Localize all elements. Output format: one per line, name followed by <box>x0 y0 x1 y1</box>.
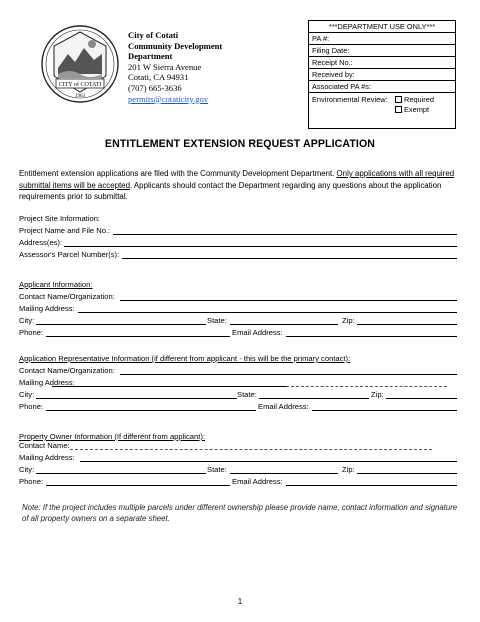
intro-part1: Entitlement extension applications are filed with the Community Development Department. <box>19 169 337 178</box>
applicant-email-label: Email Address: <box>232 328 283 337</box>
required-label: Required <box>404 95 434 104</box>
rep-zip-label: Zip: <box>371 390 384 399</box>
rep-contact-input[interactable] <box>120 374 457 375</box>
applicant-state-label: State: <box>207 316 227 325</box>
rep-city-label: City: <box>19 390 35 399</box>
address-label: Address(es): <box>19 238 63 247</box>
email-link[interactable]: permits@cotaticity.gov <box>128 93 209 104</box>
project-name-label: Project Name and File No.: <box>19 226 111 235</box>
rep-state-input[interactable] <box>259 398 369 399</box>
seal-text: CITY of COTATI <box>58 82 102 88</box>
applicant-email-input[interactable] <box>286 336 457 337</box>
owner-state-label: State: <box>207 465 227 474</box>
phone-number: (707) 665-3636 <box>128 82 182 93</box>
owner-phone-label: Phone: <box>19 477 44 486</box>
seal-year: 1963 <box>75 94 85 99</box>
rep-city-input[interactable] <box>36 398 237 399</box>
page-number: 1 <box>237 597 243 606</box>
env-review-row <box>309 93 455 129</box>
exempt-label: Exempt <box>404 105 430 114</box>
form-title: ENTITLEMENT EXTENSION REQUEST APPLICATION <box>104 138 376 150</box>
env-review-label: Environmental Review: <box>312 95 388 104</box>
owner-phone-input[interactable] <box>46 485 230 486</box>
department-use-box <box>308 20 456 129</box>
required-checkbox[interactable] <box>395 96 402 103</box>
owner-email-input[interactable] <box>286 485 457 486</box>
apn-label: Assessor's Parcel Number(s): <box>19 250 120 259</box>
dept-box-header: ***DEPARTMENT USE ONLY*** <box>309 21 455 33</box>
apn-input[interactable] <box>122 258 457 259</box>
owner-contact-input[interactable] <box>70 449 432 450</box>
rep-email-input[interactable] <box>312 410 457 411</box>
applicant-contact-input[interactable] <box>120 300 457 301</box>
applicant-phone-label: Phone: <box>19 328 44 337</box>
owner-contact-label: Contact Name: <box>19 441 70 450</box>
rep-mailing-label: Mailing Address: <box>19 378 75 387</box>
applicant-phone-input[interactable] <box>46 336 230 337</box>
applicant-mailing-input[interactable] <box>78 312 457 313</box>
received-by-field: Received by: <box>309 69 455 81</box>
applicant-zip-label: Zip: <box>342 316 355 325</box>
rep-mailing-input[interactable] <box>52 386 286 387</box>
rep-state-label: State: <box>237 390 257 399</box>
org-dept-2: Department <box>128 51 173 62</box>
org-dept: Community Development <box>128 40 223 51</box>
associated-pa-field: Associated PA #s: <box>309 81 455 93</box>
owner-zip-label: Zip: <box>342 465 355 474</box>
applicant-heading: Applicant Information: <box>19 280 93 289</box>
project-name-input[interactable] <box>113 234 457 235</box>
applicant-city-label: City: <box>19 316 35 325</box>
rep-mailing-input-cont[interactable] <box>286 386 447 387</box>
rep-zip-input[interactable] <box>386 398 457 399</box>
applicant-state-input[interactable] <box>230 324 338 325</box>
intro-paragraph <box>19 168 459 203</box>
rep-phone-input[interactable] <box>46 410 256 411</box>
owner-state-input[interactable] <box>230 473 338 474</box>
owner-zip-input[interactable] <box>357 473 457 474</box>
rep-heading: Application Representative Information (if different from applicant - this will be the primary contact): <box>19 354 351 363</box>
address-input[interactable] <box>64 246 457 247</box>
applicant-mailing-label: Mailing Address: <box>19 304 75 313</box>
intro-underlined: Only applications with all required submittal items will be accepted <box>19 169 455 190</box>
address-block <box>128 30 222 104</box>
multi-parcel-note: Note: If the project includes multiple parcels under different ownership please provide name, contact information and signature of all property owners on a separate sheet. <box>22 503 458 524</box>
applicant-zip-input[interactable] <box>357 324 457 325</box>
applicant-city-input[interactable] <box>36 324 206 325</box>
applicant-contact-label: Contact Name/Organization: <box>19 292 115 301</box>
pa-number-field: PA #: <box>309 33 455 45</box>
receipt-field: Receipt No.: <box>309 57 455 69</box>
intro-part2: . Applicants should contact the Department regarding any questions about the application requirements prior to submittal. <box>19 180 442 202</box>
exempt-checkbox[interactable] <box>395 106 402 113</box>
owner-email-label: Email Address: <box>232 477 283 486</box>
org-name: City of Cotati <box>128 30 179 40</box>
owner-city-label: City: <box>19 465 35 474</box>
project-heading: Project Site Information: <box>19 214 101 223</box>
city-state-zip: Cotati, CA 94931 <box>128 72 189 83</box>
rep-contact-label: Contact Name/Organization: <box>19 366 115 375</box>
rep-phone-label: Phone: <box>19 402 44 411</box>
owner-city-input[interactable] <box>36 473 206 474</box>
filing-date-field: Filing Date: <box>309 45 455 57</box>
owner-mailing-input[interactable] <box>80 461 457 462</box>
street: 201 W Sierra Avenue <box>128 61 202 72</box>
city-seal <box>40 24 120 104</box>
owner-mailing-label: Mailing Address: <box>19 453 75 462</box>
rep-email-label: Email Address: <box>258 402 309 411</box>
owner-heading: Property Owner Information (If different from applicant): <box>19 432 205 441</box>
